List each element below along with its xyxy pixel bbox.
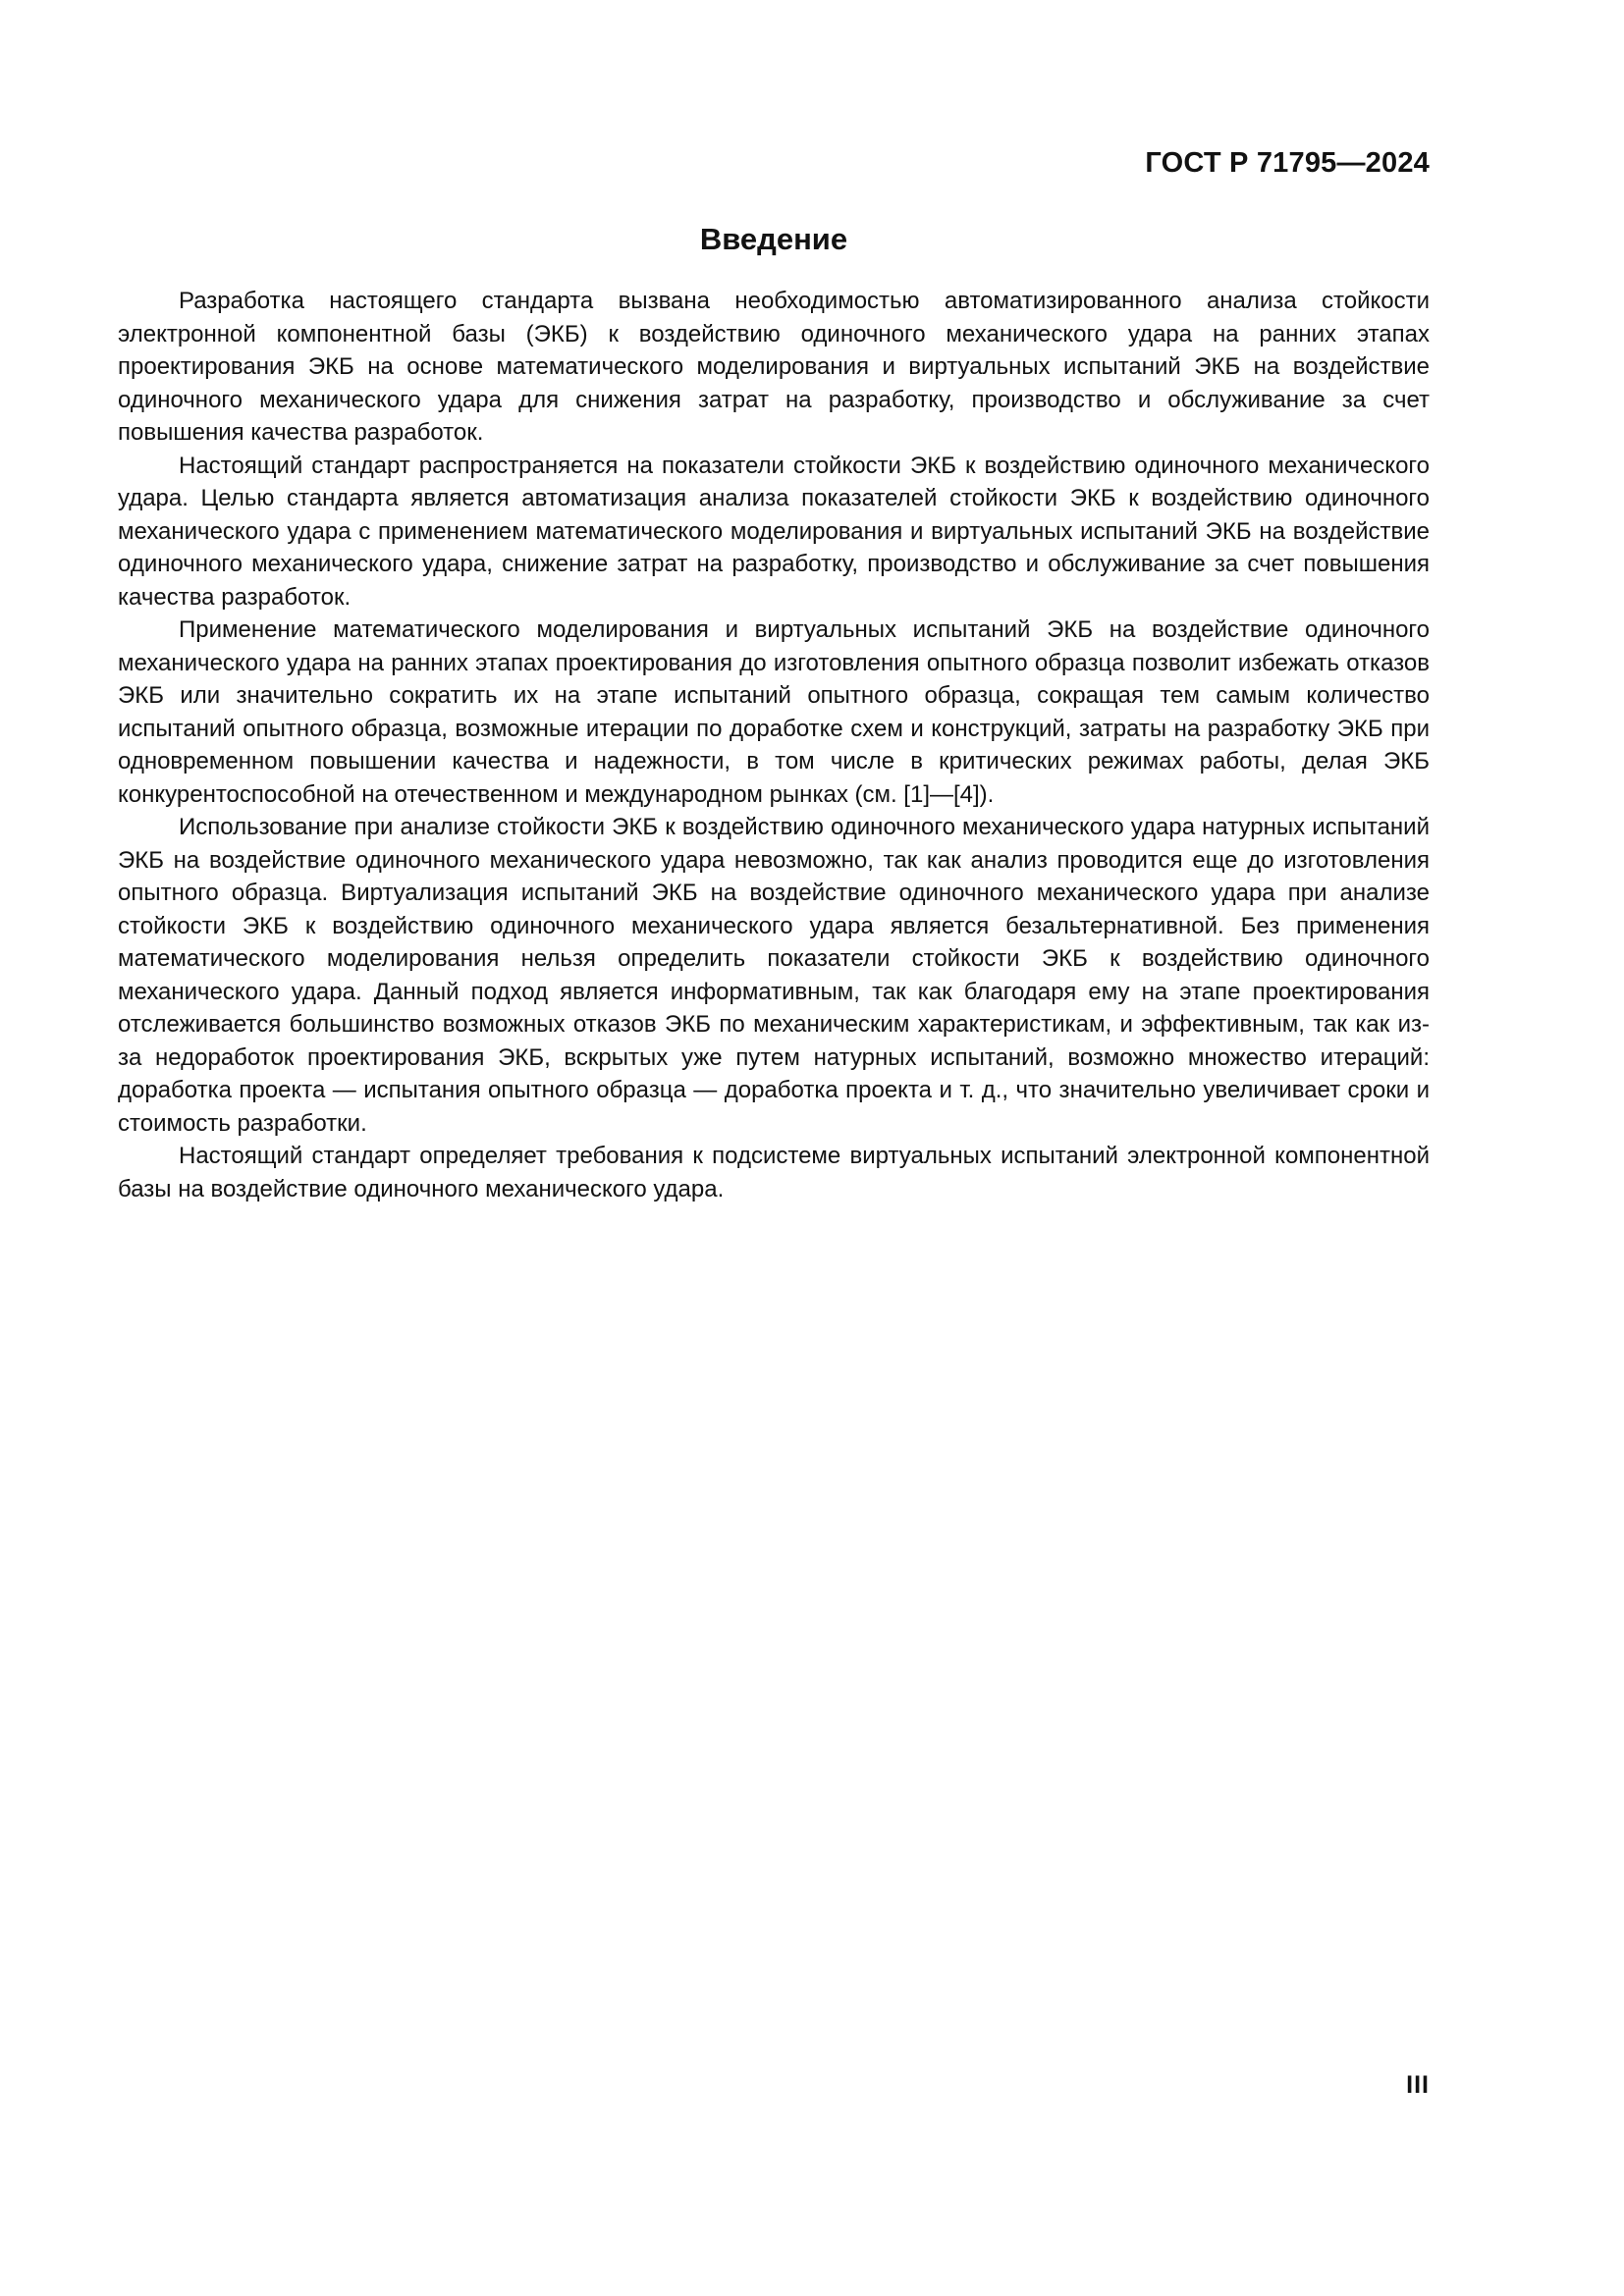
intro-paragraph-3: Применение математического моделирования и виртуальных испытаний ЭКБ на воздействие одиночного механического удара на ранних этапах проектирования до изготовления опытного образца позволит избежать отказов ЭКБ или значительно сократить их на этапе испытаний опытного образца, сокращая тем самым количество испытаний опытного образца, возможные итерации по доработке схем и конструкций, затраты на разработку ЭКБ при одновременном повышении качества и надежности, в том числе в критических режимах работы, делая ЭКБ конкурентоспособной на отечественном и международном рынках (см. [1]—[4]). [118, 616, 1430, 808]
intro-paragraph-1: Разработка настоящего стандарта вызвана необходимостью автоматизированного анализа стойкости электронной компонентной базы (ЭКБ) к воздействию одиночного механического удара на ранних этапах проектирования ЭКБ на основе математического моделирования и виртуальных испытаний ЭКБ на воздействие одиночного механического удара для снижения затрат на разработку, производство и обслуживание за счет повышения качества разработок. [118, 288, 1430, 446]
body-text [118, 285, 1430, 1205]
document-code: ГОСТ Р 71795—2024 [1145, 147, 1430, 179]
page-number: III [1406, 2071, 1430, 2099]
intro-paragraph-2: Настоящий стандарт распространяется на показатели стойкости ЭКБ к воздействию одиночного механического удара. Целью стандарта является автоматизация анализа показателей стойкости ЭКБ к воздействию одиночного механического удара с применением математического моделирования и виртуальных испытаний ЭКБ на воздействие одиночного механического удара, снижение затрат на разработку, производство и обслуживание за счет повышения качества разработок. [118, 452, 1430, 611]
intro-paragraph-4: Использование при анализе стойкости ЭКБ к воздействию одиночного механического удара натурных испытаний ЭКБ на воздействие одиночного механического удара невозможно, так как анализ проводится еще до изготовления опытного образца. Виртуализация испытаний ЭКБ на воздействие одиночного механического удара при анализе стойкости ЭКБ к воздействию одиночного механического удара является безальтернативной. Без применения математического моделирования нельзя определить показатели стойкости ЭКБ к воздействию одиночного механического удара. Данный подход является информативным, так как благодаря ему на этапе проектирования отслеживается большинство возможных отказов ЭКБ по механическим характеристикам, и эффективным, так как из-за недоработок проектирования ЭКБ, вскрытых уже путем натурных испытаний, возможно множество итераций: доработка проекта — испытания опытного образца — доработка проекта и т. д., что значительно увеличивает сроки и стоимость разработки. [118, 814, 1430, 1137]
intro-paragraph-5: Настоящий стандарт определяет требования к подсистеме виртуальных испытаний электронной компонентной базы на воздействие одиночного механического удара. [118, 1143, 1430, 1202]
section-title: Введение [699, 222, 848, 256]
